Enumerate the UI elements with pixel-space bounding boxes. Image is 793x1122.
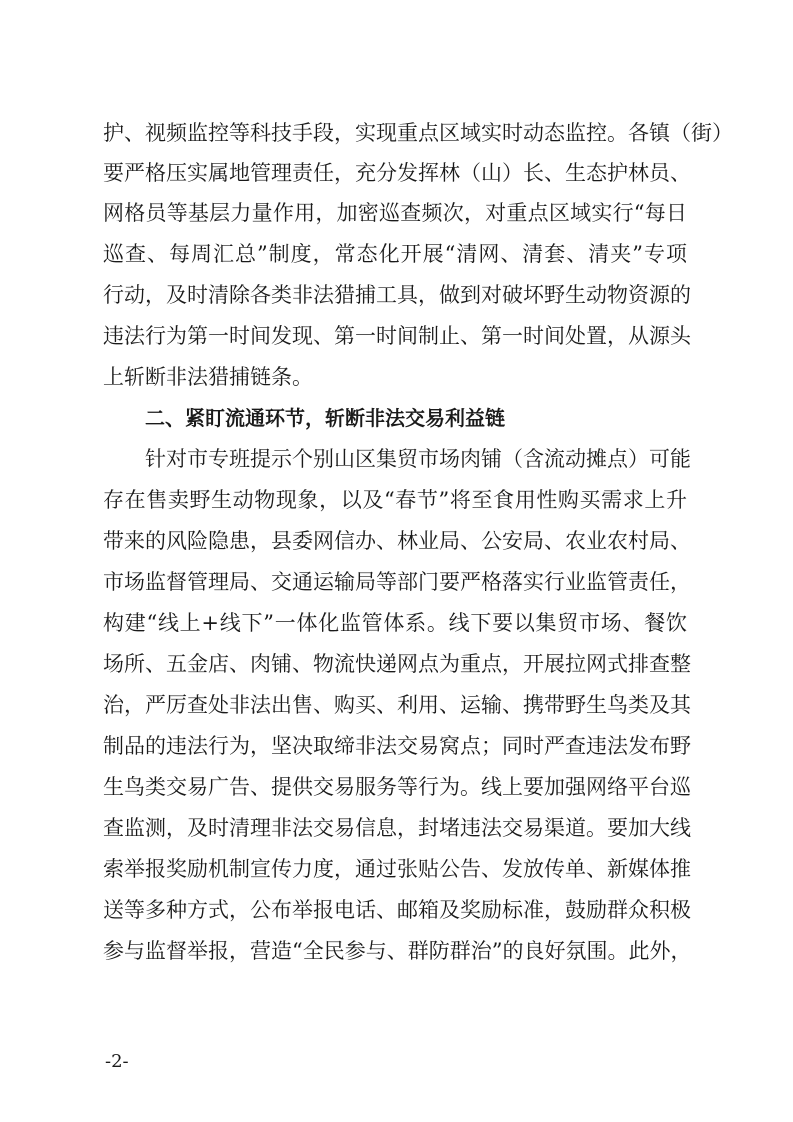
body-line: 市场监督管理局、交通运输局等部门要严格落实行业监管责任， <box>103 570 691 594</box>
body-line: 存在售卖野生动物现象，以及“春节”将至食用性购买需求上升 <box>103 488 687 512</box>
body-line: 网格员等基层力量作用，加密巡查频次，对重点区域实行“每日 <box>103 201 687 225</box>
body-line: 构建“线上+线下”一体化监管体系。线下要以集贸市场、餐饮 <box>103 611 687 635</box>
body-line: 针对市专班提示个别山区集贸市场肉铺（含流动摊点）可能 <box>145 447 691 471</box>
body-line: 送等多种方式，公布举报电话、邮箱及奖励标准，鼓励群众积极 <box>103 898 691 922</box>
body-line: 巡查、每周汇总”制度，常态化开展“清网、清套、清夹”专项 <box>103 242 687 266</box>
body-line: 参与监督举报，营造“全民参与、群防群治”的良好氛围。此外， <box>103 939 692 963</box>
body-line: 查监测，及时清理非法交易信息，封堵违法交易渠道。要加大线 <box>103 816 691 840</box>
body-line: 治，严厉查处非法出售、购买、利用、运输、携带野生鸟类及其 <box>103 693 691 717</box>
body-line: 带来的风险隐患，县委网信办、林业局、公安局、农业农村局、 <box>103 529 691 553</box>
body-line: 场所、五金店、肉铺、物流快递网点为重点，开展拉网式排查整 <box>103 652 691 676</box>
section-heading: 二、紧盯流通环节，斩断非法交易利益链 <box>145 406 505 430</box>
body-line: 上斩断非法猎捕链条。 <box>103 365 313 389</box>
body-line: 护、视频监控等科技手段，实现重点区域实时动态监控。各镇（街） <box>103 121 733 145</box>
body-line: 索举报奖励机制宣传力度，通过张贴公告、发放传单、新媒体推 <box>103 857 691 881</box>
body-line: 违法行为第一时间发现、第一时间制止、第一时间处置，从源头 <box>103 324 691 348</box>
body-line: 要严格压实属地管理责任，充分发挥林（山）长、生态护林员、 <box>103 161 691 185</box>
page-number: -2- <box>105 1051 129 1072</box>
body-line: 制品的违法行为，坚决取缔非法交易窝点；同时严查违法发布野 <box>103 734 691 758</box>
body-line: 生鸟类交易广告、提供交易服务等行为。线上要加强网络平台巡 <box>103 775 691 799</box>
body-line: 行动，及时清除各类非法猎捕工具，做到对破坏野生动物资源的 <box>103 283 691 307</box>
